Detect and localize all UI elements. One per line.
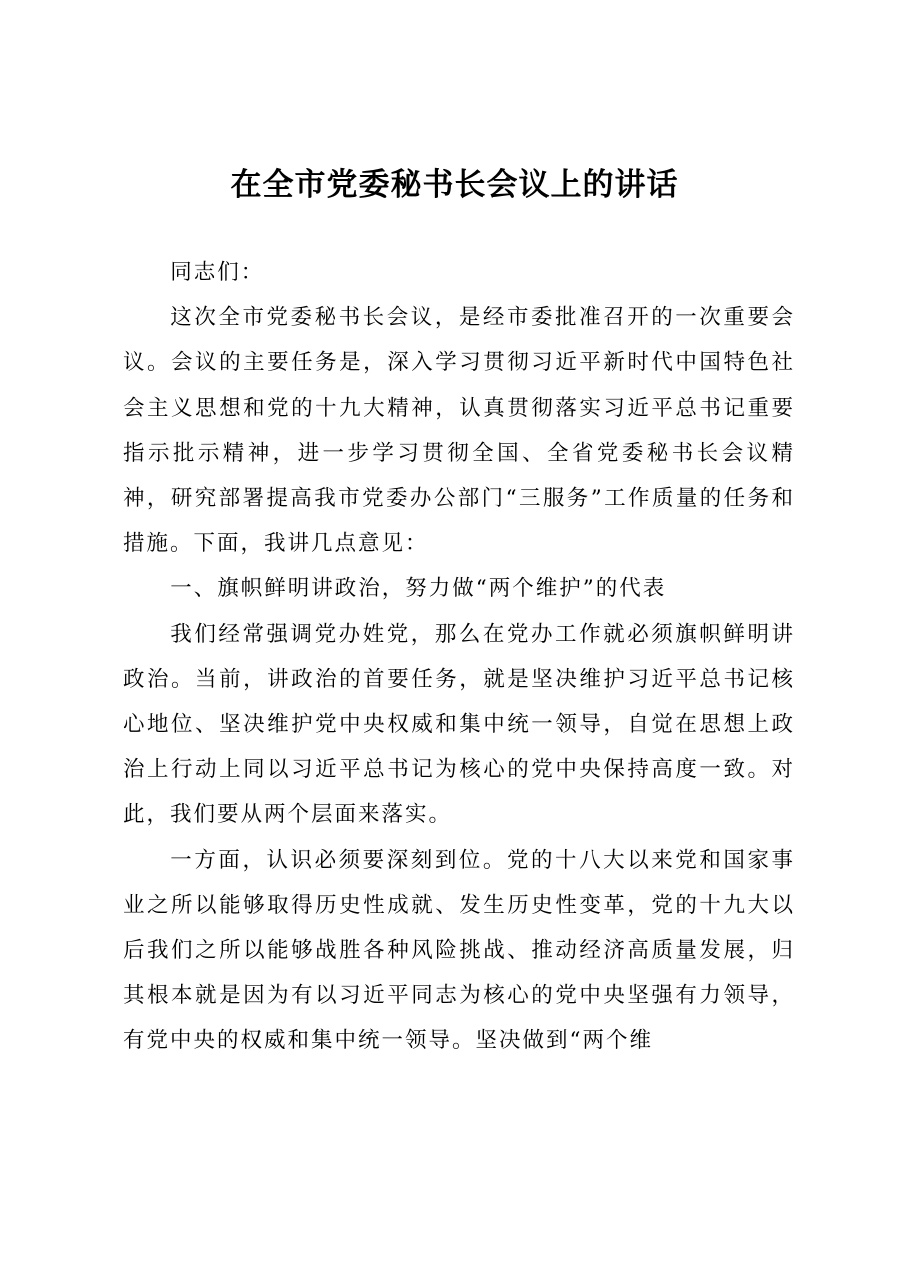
document-title: 在全市党委秘书长会议上的讲话: [230, 167, 679, 203]
body-paragraph: 我们经常强调党办姓党，那么在党办工作就必须旗帜鲜明讲政治。当前，讲政治的首要任务，就是坚决维护习近平总书记核心地位、坚决维护党中央权威和集中统一领导，自觉在思想上政治上行动上同以习近平总书记为核心的党中央保持高度一致。对此，我们要从两个层面来落实。: [123, 621, 795, 828]
salutation-paragraph: 同志们：: [170, 260, 265, 285]
document-body: [123, 250, 795, 1064]
section-heading: 一、旗帜鲜明讲政治，努力做“两个维护”的代表: [170, 576, 667, 602]
intro-paragraph: 这次全市党委秘书长会议，是经市委批准召开的一次重要会议。会议的主要任务是，深入学习贯彻习近平新时代中国特色社会主义思想和党的十九大精神，认真贯彻落实习近平总书记重要指示批示精神，进一步学习贯彻全国、全省党委秘书长会议精神，研究部署提高我市党委办公部门“三服务”工作质量的任务和措施。下面，我讲几点意见：: [123, 305, 795, 557]
body-paragraph: 一方面，认识必须要深刻到位。党的十八大以来党和国家事业之所以能够取得历史性成就、发生历史性变革，党的十九大以后我们之所以能够战胜各种风险挑战、推动经济高质量发展，归其根本就是因为有以习近平同志为核心的党中央坚强有力领导，有党中央的权威和集中统一领导。坚决做到“两个维: [123, 847, 795, 1054]
